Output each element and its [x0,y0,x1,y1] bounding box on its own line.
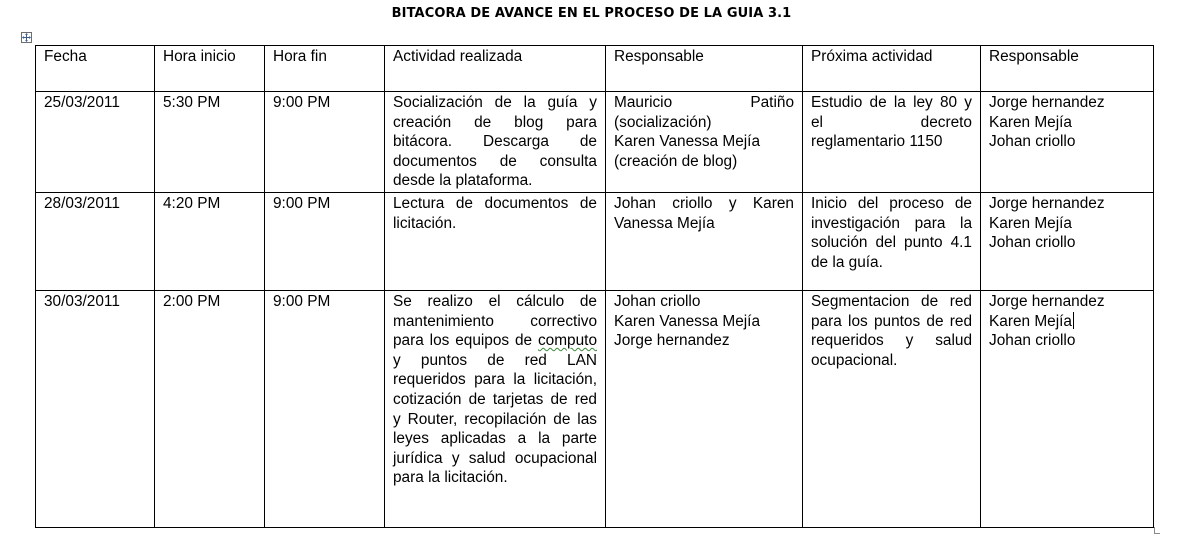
responsible-name: Karen Mejía [989,214,1072,232]
responsible-name: Karen Vanessa Mejía [614,312,761,330]
four-arrows-move-icon [22,33,31,42]
responsible-name: Jorge hernandez [989,94,1105,111]
cell-start-time: 2:00 PM [155,291,265,528]
cell-start-time: 4:20 PM [155,193,265,291]
cell-responsible [606,92,803,193]
cell-activity: Lectura de documentos de licitación. [385,193,606,291]
table-row [36,193,1154,291]
document-title: BITACORA DE AVANCE EN EL PROCESO DE LA GUIA 3.1 [391,6,792,21]
cell-next-activity: Segmentacion de red para los puntos de red requeridos y salud ocupacional. [803,291,981,528]
cell-next-responsible[interactable] [981,291,1154,528]
cell-date: 28/03/2011 [36,193,155,291]
table-row [36,291,1154,528]
progress-log-table [35,45,1154,528]
activity-text: Se realizo el cálculo de mantenimiento correctivo para los equipos de [393,293,597,350]
cell-activity [385,291,606,528]
responsible-name: Johan criollo [614,293,701,310]
responsible-name: Karen Mejía [989,113,1072,131]
header-activity: Actividad realizada [385,46,606,92]
cell-next-responsible [981,193,1154,291]
cell-date: 25/03/2011 [36,92,155,193]
cell-next-activity: Estudio de la ley 80 y el decreto reglamentario 1150 [803,92,981,193]
table-move-handle[interactable] [21,32,32,43]
header-responsible: Responsable [606,46,803,92]
cell-responsible [606,291,803,528]
text-cursor [1073,312,1074,329]
activity-text: y puntos de red LAN requeridos para la licitación, cotización de tarjetas de red y Router, recopilación de las leyes aplicadas a la parte jurídica y salud ocupacional para la licitación. [393,351,597,487]
cell-next-activity: Inicio del proceso de investigación para la solución del punto 4.1 de la guía. [803,193,981,291]
cell-date: 30/03/2011 [36,291,155,528]
header-next-responsible: Responsable [981,46,1154,92]
cell-activity: Socialización de la guía y creación de blog para bitácora. Descarga de documentos de consulta desde la plataforma. [385,92,606,193]
cell-end-time: 9:00 PM [265,291,385,528]
header-end-time: Hora fin [265,46,385,92]
responsible-name-with-cursor: Karen Mejía [989,312,1072,330]
table-row [36,92,1154,193]
cell-end-time: 9:00 PM [265,193,385,291]
cell-end-time: 9:00 PM [265,92,385,193]
cell-start-time: 5:30 PM [155,92,265,193]
responsible-name: Jorge hernandez [989,293,1105,310]
header-date: Fecha [36,46,155,92]
table-end-mark [1154,527,1160,534]
responsible-line: (creación de blog) [614,152,738,170]
spellcheck-flagged-word[interactable]: computo [537,332,597,350]
responsible-line: (socialización) [614,113,712,131]
header-next-activity: Próxima actividad [803,46,981,92]
responsible-line: Karen Vanessa Mejía [614,133,761,151]
responsible-name: Johan criollo [989,234,1076,252]
responsible-name: Johan criollo [989,332,1076,350]
cell-next-responsible [981,92,1154,193]
cell-responsible: Johan criollo y Karen Vanessa Mejía [606,193,803,291]
table-header-row [36,46,1154,92]
responsible-name: Jorge hernandez [614,332,730,350]
responsible-name: Johan criollo [989,133,1076,151]
responsible-name: Jorge hernandez [989,195,1105,212]
responsible-line: Mauricio Patiño [614,94,794,111]
header-start-time: Hora inicio [155,46,265,92]
